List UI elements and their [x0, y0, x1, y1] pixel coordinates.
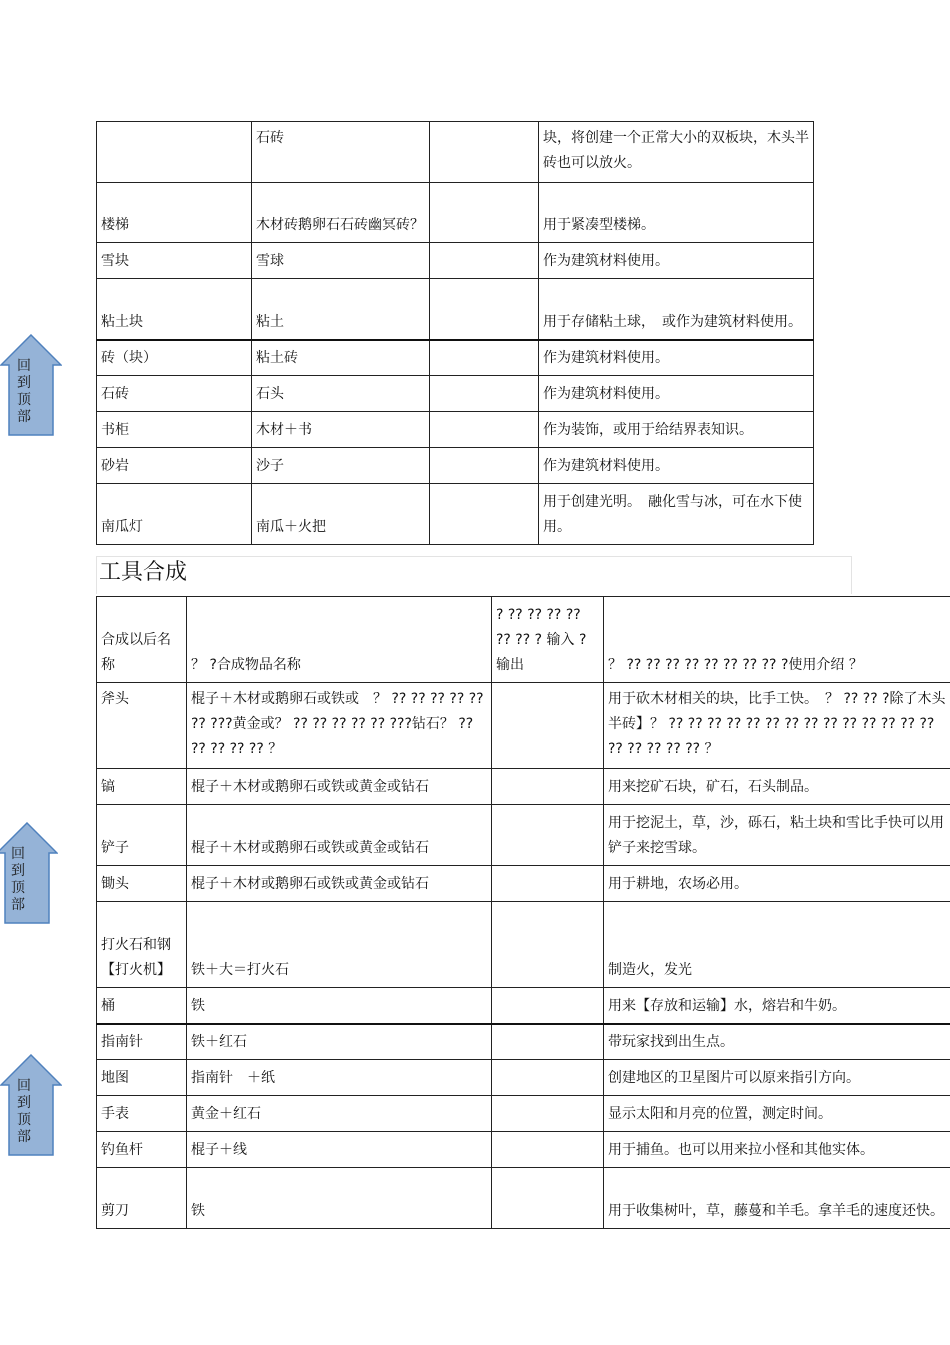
tools-recipe-table — [96, 596, 950, 1229]
back-to-top-button[interactable] — [0, 334, 62, 436]
table-row — [97, 448, 814, 484]
table-row — [97, 1024, 950, 1060]
description-cell: 作为建筑材料使用。 — [539, 448, 814, 484]
table-row — [97, 1168, 950, 1229]
ingredients-cell: 铁 — [187, 988, 492, 1024]
table-row — [97, 1096, 950, 1132]
description-cell: 用来挖矿石块，矿石，石头制品。 — [604, 769, 950, 805]
ingredients-cell: 指南针 ＋纸 — [187, 1060, 492, 1096]
item-name-cell: 镐 — [97, 769, 187, 805]
item-name-cell: 斧头 — [97, 683, 187, 769]
io-cell — [430, 279, 539, 340]
description-cell: 用于耕地，农场必用。 — [604, 866, 950, 902]
table-row — [97, 683, 950, 769]
io-cell — [492, 683, 604, 769]
table-row — [97, 988, 950, 1024]
ingredients-cell: 黄金＋红石 — [187, 1096, 492, 1132]
io-cell — [492, 1132, 604, 1168]
item-name-cell: 书柜 — [97, 412, 252, 448]
description-cell: 制造火，发光 — [604, 902, 950, 988]
ingredients-cell: 南瓜＋火把 — [252, 484, 430, 545]
description-cell: 用于存储粘土球， 或作为建筑材料使用。 — [539, 279, 814, 340]
description-cell: 用于收集树叶，草，藤蔓和羊毛。拿羊毛的速度还快。 — [604, 1168, 950, 1229]
header-ingredients: ？ ?合成物品名称 — [187, 597, 492, 683]
io-cell — [430, 376, 539, 412]
item-name-cell: 铲子 — [97, 805, 187, 866]
header-name: 合成以后名称 — [97, 597, 187, 683]
table-row — [97, 1132, 950, 1168]
back-to-top-label: 回到顶部 — [11, 846, 25, 913]
ingredients-cell: 棍子＋木材或鹅卵石或铁或黄金或钻石 — [187, 805, 492, 866]
table-header-row — [97, 597, 950, 683]
item-name-cell: 楼梯 — [97, 183, 252, 243]
ingredients-cell: 石砖 — [252, 122, 430, 183]
item-name-cell: 打火石和钢【打火机】 — [97, 902, 187, 988]
ingredients-cell: 棍子＋线 — [187, 1132, 492, 1168]
back-to-top-button[interactable] — [0, 1054, 62, 1156]
description-cell: 用于砍木材相关的块，比手工快。 ？ ?? ?? ?除了木头半砖】？ ?? ?? ?? ?? ?? ?? ?? ?? ?? ?? ?? ?? ?? ?? ?? ?? ?? ?? ?? ？ — [604, 683, 950, 769]
item-name-cell: 剪刀 — [97, 1168, 187, 1229]
item-name-cell: 砖（块） — [97, 340, 252, 376]
item-name-cell: 粘土块 — [97, 279, 252, 340]
description-cell: 用于捕鱼。也可以用来拉小怪和其他实体。 — [604, 1132, 950, 1168]
io-cell — [492, 902, 604, 988]
back-to-top-label: 回到顶部 — [17, 358, 31, 425]
io-cell — [430, 412, 539, 448]
item-name-cell: 南瓜灯 — [97, 484, 252, 545]
table-row — [97, 279, 814, 340]
ingredients-cell: 沙子 — [252, 448, 430, 484]
table-row — [97, 243, 814, 279]
ingredients-cell: 木材砖鹅卵石石砖幽冥砖？ — [252, 183, 430, 243]
section-heading-tools: 工具合成 — [96, 556, 852, 594]
table-row — [97, 340, 814, 376]
io-cell — [492, 866, 604, 902]
item-name-cell: 锄头 — [97, 866, 187, 902]
blocks-recipe-table — [96, 121, 814, 545]
item-name-cell: 砂岩 — [97, 448, 252, 484]
item-name-cell: 雪块 — [97, 243, 252, 279]
io-cell — [430, 484, 539, 545]
table-row — [97, 122, 814, 183]
io-cell — [492, 1060, 604, 1096]
header-io: ? ?? ?? ?? ?? ?? ?? ? 输入 ?输出 — [492, 597, 604, 683]
ingredients-cell: 铁＋红石 — [187, 1024, 492, 1060]
up-arrow-icon — [0, 822, 58, 924]
description-cell: 用于紧凑型楼梯。 — [539, 183, 814, 243]
io-cell — [430, 340, 539, 376]
io-cell — [492, 988, 604, 1024]
description-cell: 用来【存放和运输】水，熔岩和牛奶。 — [604, 988, 950, 1024]
io-cell — [492, 769, 604, 805]
item-name-cell: 钓鱼杆 — [97, 1132, 187, 1168]
io-cell — [492, 1024, 604, 1060]
table-row — [97, 183, 814, 243]
io-cell — [430, 448, 539, 484]
table-row — [97, 805, 950, 866]
item-name-cell: 指南针 — [97, 1024, 187, 1060]
description-cell: 带玩家找到出生点。 — [604, 1024, 950, 1060]
io-cell — [430, 183, 539, 243]
description-cell: 作为建筑材料使用。 — [539, 340, 814, 376]
ingredients-cell: 铁＋大＝打火石 — [187, 902, 492, 988]
description-cell: 用于挖泥土，草，沙，砾石，粘土块和雪比手快可以用铲子来挖雪球。 — [604, 805, 950, 866]
description-cell: 块，将创建一个正常大小的双板块，木头半砖也可以放火。 — [539, 122, 814, 183]
description-cell: 创建地区的卫星图片可以原来指引方向。 — [604, 1060, 950, 1096]
ingredients-cell: 木材＋书 — [252, 412, 430, 448]
table-row — [97, 376, 814, 412]
description-cell: 作为建筑材料使用。 — [539, 376, 814, 412]
io-cell — [430, 243, 539, 279]
item-name-cell: 地图 — [97, 1060, 187, 1096]
back-to-top-label: 回到顶部 — [17, 1078, 31, 1145]
item-name-cell — [97, 122, 252, 183]
description-cell: 显示太阳和月亮的位置，测定时间。 — [604, 1096, 950, 1132]
ingredients-cell: 石头 — [252, 376, 430, 412]
ingredients-cell: 铁 — [187, 1168, 492, 1229]
back-to-top-button[interactable] — [0, 822, 58, 924]
table-row — [97, 769, 950, 805]
table-row — [97, 484, 814, 545]
description-cell: 作为建筑材料使用。 — [539, 243, 814, 279]
io-cell — [492, 1096, 604, 1132]
ingredients-cell: 棍子＋木材或鹅卵石或铁或黄金或钻石 — [187, 866, 492, 902]
io-cell — [492, 805, 604, 866]
table-row — [97, 412, 814, 448]
ingredients-cell: 棍子＋木材或鹅卵石或铁或黄金或钻石 — [187, 769, 492, 805]
io-cell — [430, 122, 539, 183]
ingredients-cell: 粘土 — [252, 279, 430, 340]
ingredients-cell: 粘土砖 — [252, 340, 430, 376]
description-cell: 用于创建光明。 融化雪与冰，可在水下使用。 — [539, 484, 814, 545]
table-row — [97, 902, 950, 988]
item-name-cell: 桶 — [97, 988, 187, 1024]
io-cell — [492, 1168, 604, 1229]
header-description: ？ ?? ?? ?? ?? ?? ?? ?? ?? ?使用介绍 ？ — [604, 597, 950, 683]
ingredients-cell: 雪球 — [252, 243, 430, 279]
ingredients-cell: 棍子＋木材或鹅卵石或铁或 ？ ?? ?? ?? ?? ?? ?? ???黄金或？ ?? ?? ?? ?? ?? ???钻石？ ?? ?? ?? ?? ?? ？ — [187, 683, 492, 769]
table-row — [97, 1060, 950, 1096]
item-name-cell: 手表 — [97, 1096, 187, 1132]
table-row — [97, 866, 950, 902]
item-name-cell: 石砖 — [97, 376, 252, 412]
description-cell: 作为装饰，或用于给结界表知识。 — [539, 412, 814, 448]
